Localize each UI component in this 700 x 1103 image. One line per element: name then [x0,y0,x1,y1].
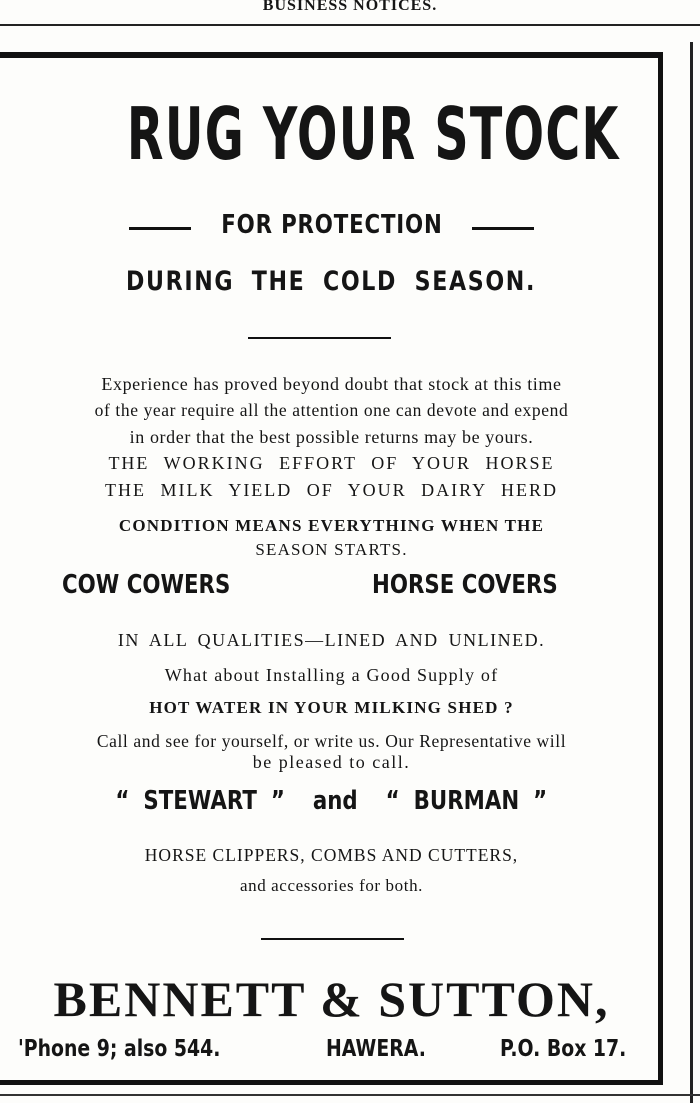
divider-rule-2 [261,938,404,940]
divider-rule [248,337,391,339]
headline-text: RUG YOUR STOCK [126,92,620,176]
advertisement-border [0,52,663,1085]
qualities-line: IN ALL QUALITIES—LINED AND UNLINED. [117,630,546,650]
po-box-text: P.O. Box 17. [500,1036,627,1062]
paragraph-line: in order that the best possible returns may be yours. [129,427,534,447]
horse-covers-label: HORSE COVERS [372,570,558,600]
phone-text: 'Phone 9; also 544. [18,1036,221,1062]
subheading-protection [0,210,663,240]
caps-line: THE MILK YIELD OF YOUR DAIRY HERD [105,480,558,500]
condition-line: CONDITION MEANS EVERYTHING WHEN THE [118,516,545,535]
section-header: BUSINESS NOTICES. [262,0,438,14]
subheading-protection-text: FOR PROTECTION [220,210,443,240]
headline [0,92,663,176]
firm-name: BENNETT & SUTTON, [53,971,610,1027]
subheading-season [0,266,663,297]
clipper-brands [0,786,663,816]
paragraph-line: of the year require all the attention one can devote and expend [94,400,569,420]
column-rule [690,42,693,1103]
right-dash [472,227,534,230]
call-line: be pleased to call. [252,752,411,772]
clippers-line: HORSE CLIPPERS, COMBS AND CUTTERS, [144,845,519,865]
call-line: Call and see for yourself, or write us. Our Representative will [96,731,567,751]
question-line: What about Installing a Good Supply of [164,665,499,685]
hot-water-line: HOT WATER IN YOUR MILKING SHED ? [149,698,514,717]
accessories-line: and accessories for both. [239,876,424,895]
clipper-brands-text: “ STEWART ” and “ BURMAN ” [115,786,548,816]
subheading-season-text: DURING THE COLD SEASON. [126,266,537,297]
paragraph-line: Experience has proved beyond doubt that stock at this time [101,374,562,394]
town-text: HAWERA. [326,1036,426,1062]
footer-row [0,1036,663,1070]
products-row [0,570,663,604]
condition-line: SEASON STARTS. [255,540,408,559]
cow-covers-label: COW COWERS [62,570,231,600]
left-dash [129,227,191,230]
caps-line: THE WORKING EFFORT OF YOUR HORSE [108,453,555,473]
header-rule [0,24,700,26]
footer-rule [0,1094,700,1096]
